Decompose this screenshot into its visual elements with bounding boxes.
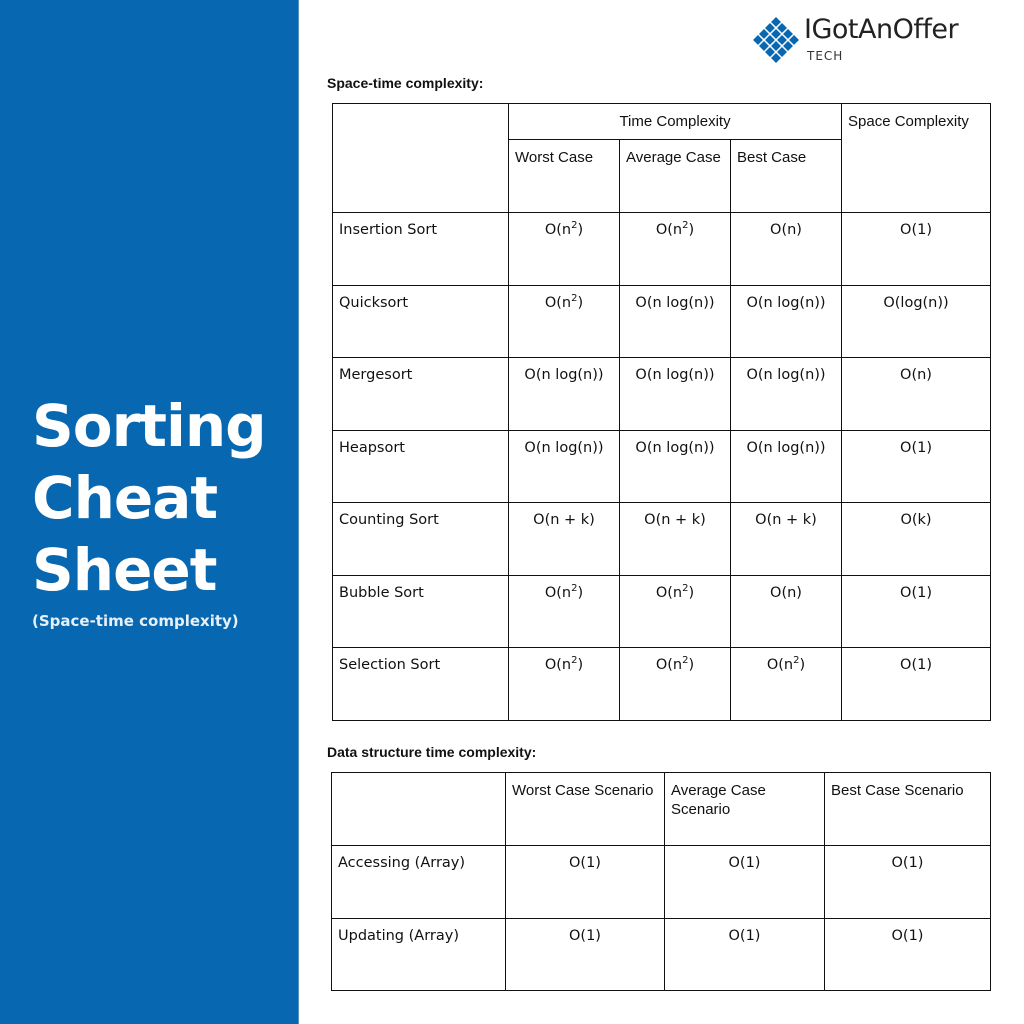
best-scenario-header: Best Case Scenario [825,773,991,846]
space-complexity-header: Space Complexity [842,104,991,213]
sorting-heading: Space-time complexity: [327,75,484,91]
header-empty-cell [332,773,506,846]
page-subtitle: (Space-time complexity) [32,612,239,630]
value-part: O(n [544,584,572,601]
average-scenario-header: Average Case Scenario [665,773,825,846]
page-title [32,390,266,606]
complexity-value: O(1) [825,918,991,991]
sorting-complexity-table [332,103,991,721]
space-value [842,358,991,431]
value-part: O(n [655,657,683,673]
average-value [620,213,731,286]
brand-logo [752,12,982,72]
worst-scenario-header: Worst Case Scenario [506,773,665,846]
exponent: 2 [682,655,689,667]
average-value [620,358,731,431]
table-row [333,648,991,721]
time-complexity-header: Time Complexity [509,104,842,140]
value-part: O(n [544,657,572,673]
best-value [731,213,842,286]
value-part: O(n + k) [644,512,706,528]
table-row [333,503,991,576]
space-value [842,430,991,503]
title-line: Cheat [32,464,218,532]
complexity-value: O(1) [825,846,991,919]
worst-case-header: Worst Case [509,140,620,213]
exponent: 2 [682,220,689,232]
value-part: O(n + k) [533,512,595,528]
grid-diamond-icon [752,16,800,64]
value-part: ) [688,222,695,238]
operation-name: Updating (Array) [332,918,506,991]
value-part: O(n log(n)) [635,294,715,311]
value-part: O(k) [900,512,932,528]
algorithm-name: Selection Sort [333,648,509,721]
complexity-value: O(1) [665,846,825,919]
table-row [333,358,991,431]
value-part: O(1) [900,222,932,238]
exponent: 2 [571,655,578,667]
exponent: 2 [571,292,578,304]
table-row [333,430,991,503]
title-line: Sheet [32,536,217,604]
value-part: ) [577,584,584,601]
algorithm-name: Quicksort [333,285,509,358]
worst-value [509,213,620,286]
space-value [842,503,991,576]
operation-name: Accessing (Array) [332,846,506,919]
algorithm-name: Heapsort [333,430,509,503]
brand-tag: TECH [807,49,844,63]
value-part: O(1) [900,657,932,673]
exponent: 2 [571,582,578,594]
space-value [842,285,991,358]
algorithm-name: Counting Sort [333,503,509,576]
average-value [620,575,731,648]
space-value [842,648,991,721]
exponent: 2 [571,220,578,232]
value-part: ) [577,657,584,673]
table-row [333,575,991,648]
table-row [332,846,991,919]
table-header-row [333,104,991,140]
brand-name: IGotAnOffer [804,14,959,45]
ds-heading: Data structure time complexity: [327,744,537,760]
value-part: O(n [655,584,683,601]
value-part: O(log(n)) [883,294,949,311]
value-part: O(n log(n)) [746,439,826,456]
best-value [731,285,842,358]
table-header-row [332,773,991,846]
table-row [332,918,991,991]
complexity-value: O(1) [506,846,665,919]
value-part: O(1) [900,584,932,601]
space-value [842,213,991,286]
value-part: ) [577,294,584,311]
value-part: ) [688,584,695,601]
best-value [731,358,842,431]
value-part: ) [799,657,806,673]
average-value [620,648,731,721]
best-case-header: Best Case [731,140,842,213]
worst-value [509,648,620,721]
average-value [620,503,731,576]
worst-value [509,575,620,648]
best-value [731,575,842,648]
best-value [731,503,842,576]
value-part: O(n log(n)) [746,367,826,383]
exponent: 2 [793,655,800,667]
complexity-value: O(1) [665,918,825,991]
worst-value [509,430,620,503]
algorithm-name: Insertion Sort [333,213,509,286]
data-structure-table [331,772,991,991]
average-value [620,285,731,358]
title-line: Sorting [32,392,266,460]
value-part: O(n [766,657,794,673]
algorithm-name: Bubble Sort [333,575,509,648]
value-part: O(n) [900,367,932,383]
value-part: O(n [544,222,572,238]
best-value [731,648,842,721]
table-row [333,285,991,358]
average-case-header: Average Case [620,140,731,213]
exponent: 2 [682,582,689,594]
value-part: O(n log(n)) [635,367,715,383]
space-value [842,575,991,648]
value-part: ) [577,222,584,238]
value-part: ) [688,657,695,673]
value-part: O(n) [770,584,802,601]
worst-value [509,358,620,431]
value-part: O(n + k) [755,512,817,528]
value-part: O(1) [900,439,932,456]
complexity-value: O(1) [506,918,665,991]
value-part: O(n log(n)) [524,367,604,383]
header-empty-cell [333,104,509,213]
value-part: O(n) [770,222,802,238]
value-part: O(n [544,294,572,311]
value-part: O(n log(n)) [524,439,604,456]
value-part: O(n [655,222,683,238]
best-value [731,430,842,503]
worst-value [509,503,620,576]
table-row [333,213,991,286]
worst-value [509,285,620,358]
value-part: O(n log(n)) [635,439,715,456]
algorithm-name: Mergesort [333,358,509,431]
sidebar-panel [0,0,299,1024]
average-value [620,430,731,503]
value-part: O(n log(n)) [746,294,826,311]
